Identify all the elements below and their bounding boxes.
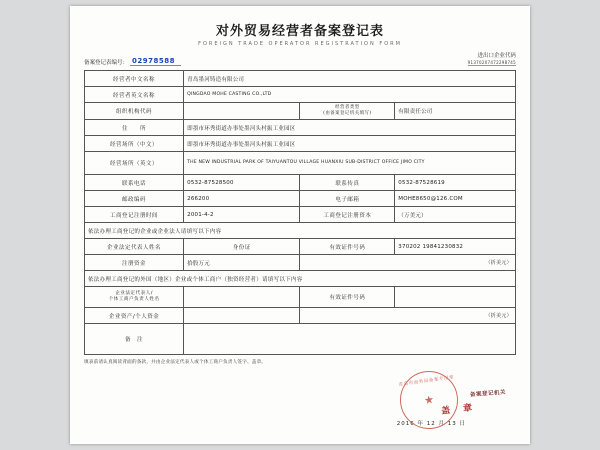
enterprise-code-label: 进出口企业代码: [477, 53, 516, 59]
main-form-table: [84, 70, 516, 355]
section-header-row: [85, 271, 516, 287]
table-row: [85, 152, 516, 175]
value-postcode: 266200: [184, 191, 300, 207]
label-foreign-legal-rep: 企业法定代表人/ 个体工商户负责人姓名: [85, 287, 184, 308]
value-fax: 0532-87528619: [395, 175, 516, 191]
seal-word-label: 盖 章: [440, 403, 475, 417]
label-registered-capital: 注册资金: [85, 255, 184, 271]
value-foreign-legal-rep: [184, 287, 300, 308]
value-registered-capital: 拾股万元: [184, 255, 300, 271]
document-page: [70, 6, 530, 444]
label-phone: 联系电话: [85, 175, 184, 191]
label-fax: 联系传真: [300, 175, 395, 191]
table-row: [85, 308, 516, 324]
seal-authority-label: 备案登记机关: [469, 389, 507, 399]
registration-number-group: [84, 57, 181, 66]
label-en-name: 经营者英文名称: [85, 87, 184, 103]
official-seal-icon: [396, 367, 462, 433]
label-postcode: 邮政编码: [85, 191, 184, 207]
page-subtitle: FOREIGN TRADE OPERATOR REGISTRATION FORM: [198, 41, 402, 47]
label-reg-capital: 工商登记注册资本: [300, 207, 395, 223]
table-row: [85, 136, 516, 152]
label-premises-en: 经营场所（英文）: [85, 152, 184, 175]
label-reg-date: 工商登记注册时间: [85, 207, 184, 223]
table-row: [85, 71, 516, 87]
section2-title: 依法办理工商登记的外国（地区）企业或个体工商户（独资经营者）请填写以下内容: [85, 271, 516, 287]
label-premises-cn: 经营场所（中文）: [85, 136, 184, 152]
value-reg-capital: （万美元）: [395, 207, 516, 223]
table-row: [85, 255, 516, 271]
value-operator-type: 有限责任公司: [395, 103, 516, 120]
enterprise-code-group: [468, 51, 516, 66]
signature-area: [84, 369, 516, 428]
label-id-number: 有效证件号码: [300, 239, 395, 255]
table-row: [85, 324, 516, 355]
value-remark: [184, 324, 516, 355]
section-header-row: [85, 223, 516, 239]
label-address: 住 所: [85, 120, 184, 136]
table-row: [85, 103, 516, 120]
value-en-name: QINGDAO MOHE CASTING CO.,LTD: [184, 87, 516, 103]
label-cn-name: 经营者中文名称: [85, 71, 184, 87]
value-cn-name: 青岛墨河铸造有限公司: [184, 71, 516, 87]
enterprise-code-value: 91370207472298745: [467, 60, 516, 65]
table-row: [85, 120, 516, 136]
footer-note: 填表前请认真阅读背面的条款，并由企业法定代表人或个体工商户负责人签字、盖章。: [84, 360, 267, 366]
seal-text-label: 青岛市商务局备案专用章: [398, 375, 455, 389]
signature-date: 2016 年 12 月 13 日: [396, 421, 466, 428]
value-org-code: [184, 103, 300, 120]
value-id-number: 370202 19841230832: [395, 239, 516, 255]
table-row: [85, 207, 516, 223]
value-phone: 0532-87528500: [184, 175, 300, 191]
table-row: [85, 87, 516, 103]
unit-text: （折美元）: [485, 313, 512, 320]
value-address: 即墨市环秀街道办事处墨河头村振工业园区: [184, 120, 516, 136]
label-foreign-id-number: 有效证件号码: [300, 287, 395, 308]
label-assets: 企业资产/个人资金: [85, 308, 184, 324]
table-row: [85, 175, 516, 191]
registration-number-value: 02978588: [130, 57, 181, 66]
header-row: [84, 51, 516, 66]
label-operator-type: 经营者类型 (由备案登记机关填写): [300, 103, 395, 120]
page-title: 对外贸易经营者备案登记表: [215, 24, 384, 39]
label-email: 电子邮箱: [300, 191, 395, 207]
value-assets: [184, 308, 300, 324]
value-premises-en: THE NEW INDUSTRIAL PARK OF TAIYUANTOU VILLAGE HUANXIU SUB-DISTRICT OFFICE JIMO CITY: [184, 152, 516, 175]
label-legal-rep-name: 企业法定代表人姓名: [85, 239, 184, 255]
assets-unit: [300, 308, 516, 324]
label-id-type: 身份证: [184, 239, 300, 255]
value-premises-cn: 即墨市环秀街道办事处墨河头村振工业园区: [184, 136, 516, 152]
table-row: [85, 239, 516, 255]
value-email: MOHE8650@126.COM: [395, 191, 516, 207]
table-row: [85, 191, 516, 207]
label-remark: 备 注: [85, 324, 184, 355]
table-row: [85, 287, 516, 308]
label-org-code: 组织机构代码: [85, 103, 184, 120]
unit-text: （折美元）: [485, 260, 512, 267]
value-reg-date: 2001-4-2: [184, 207, 300, 223]
document-body: [84, 16, 516, 436]
section1-title: 依法办理工商登记的企业或企业法人请填写以下内容: [85, 223, 516, 239]
value-foreign-id-number: [395, 287, 516, 308]
registered-capital-unit: [300, 255, 516, 271]
seal-text: [397, 369, 460, 432]
registration-number-label: 备案登记表编号：: [84, 60, 129, 66]
